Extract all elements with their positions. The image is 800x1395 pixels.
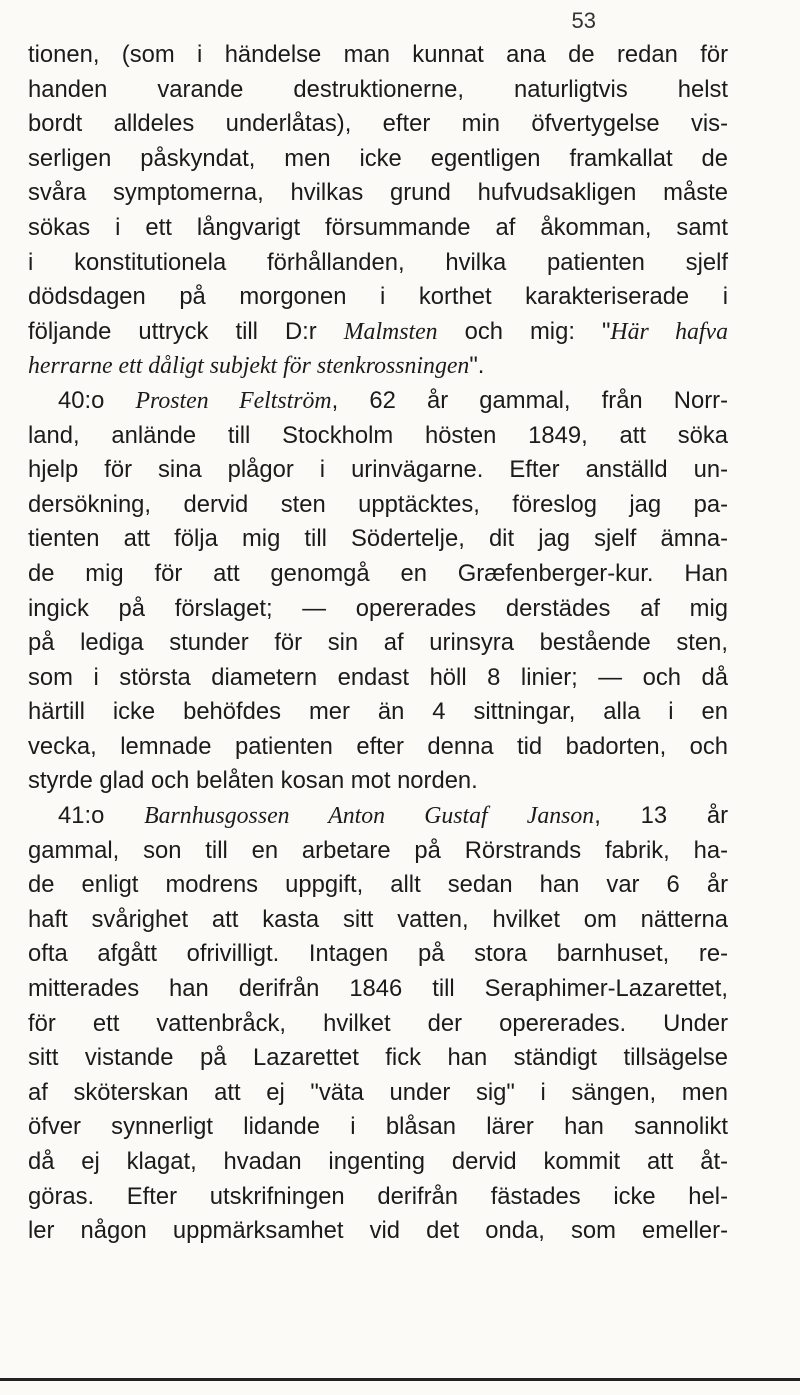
text-line: dersökning, dervid sten upptäcktes, föreslog jag pa- <box>28 490 728 518</box>
body-text <box>28 38 728 1249</box>
text-line: tionen, (som i händelse man kunnat ana de redan för <box>28 41 728 68</box>
text-line: serligen påskyndat, men icke egentligen framkallat de <box>28 144 728 172</box>
text-line: på lediga stunder för sin af urinsyra bestående sten, <box>28 629 728 657</box>
text-line: hjelp för sina plågor i urinvägarne. Efter anställd un- <box>28 456 728 484</box>
text-line: mitterades han derifrån 1846 till Seraphimer-Lazarettet, <box>28 975 728 1003</box>
text-line: af sköterskan att ej "väta under sig" i sängen, men <box>28 1078 728 1106</box>
text-line: ler någon uppmärksamhet vid det onda, som emeller- <box>28 1217 728 1245</box>
text-line: herrarne ett dåligt subjekt för stenkrossningen". <box>28 352 485 380</box>
text-line: för ett vattenbråck, hvilket der opererades. Under <box>28 1009 728 1037</box>
text-line: ofta afgått ofrivilligt. Intagen på stora barnhuset, re- <box>28 940 728 968</box>
text-line: sitt vistande på Lazarettet fick han ständigt tillsägelse <box>28 1044 728 1072</box>
text-line: dödsdagen på morgonen i korthet karakteriserade i <box>28 283 728 311</box>
text-line: handen varande destruktionerne, naturligtvis helst <box>28 75 728 103</box>
text-line: följande uttryck till D:r Malmsten och mig: "Här hafva <box>28 317 728 345</box>
text-line: göras. Efter utskrifningen derifrån fästades icke hel- <box>28 1182 728 1210</box>
text-line: öfver synnerligt lidande i blåsan lärer han sannolikt <box>28 1113 728 1141</box>
text-line: land, anlände till Stockholm hösten 1849, att söka <box>28 421 728 449</box>
text-line: 41:o Barnhusgossen Anton Gustaf Janson, 13 år <box>58 802 729 830</box>
text-line: i konstitutionela förhållanden, hvilka patienten sjelf <box>28 248 728 276</box>
text-line: styrde glad och belåten kosan mot norden. <box>28 767 478 795</box>
text-line: ingick på förslaget; — opererades derstädes af mig <box>28 594 728 622</box>
text-line: de mig för att genomgå en Græfenberger-kur. Han <box>28 559 728 587</box>
text-line: gammal, son till en arbetare på Rörstrands fabrik, ha- <box>28 836 728 864</box>
page-number: 53 <box>571 8 596 33</box>
text-line: 40:o Prosten Feltström, 62 år gammal, från Norr- <box>58 386 728 414</box>
text-line: haft svårighet att kasta sitt vatten, hvilket om nätterna <box>28 905 728 933</box>
text-line: svåra symptomerna, hvilkas grund hufvudsakligen måste <box>28 179 728 207</box>
text-line: sökas i ett långvarigt försummande af åkomman, samt <box>28 213 728 241</box>
text-line: härtill icke behöfdes mer än 4 sittningar, alla i en <box>28 698 728 726</box>
bottom-rule <box>0 1378 800 1381</box>
text-line: vecka, lemnade patienten efter denna tid badorten, och <box>28 732 728 760</box>
text-line: som i största diametern endast höll 8 linier; — och då <box>28 663 728 691</box>
text-line: de enligt modrens uppgift, allt sedan han var 6 år <box>28 871 728 899</box>
text-line: bordt alldeles underlåtas), efter min öfvertygelse vis- <box>28 110 728 138</box>
text-line: då ej klagat, hvadan ingenting dervid kommit att åt- <box>28 1148 728 1175</box>
text-line: tienten att följa mig till Södertelje, dit jag sjelf ämna- <box>28 525 728 553</box>
